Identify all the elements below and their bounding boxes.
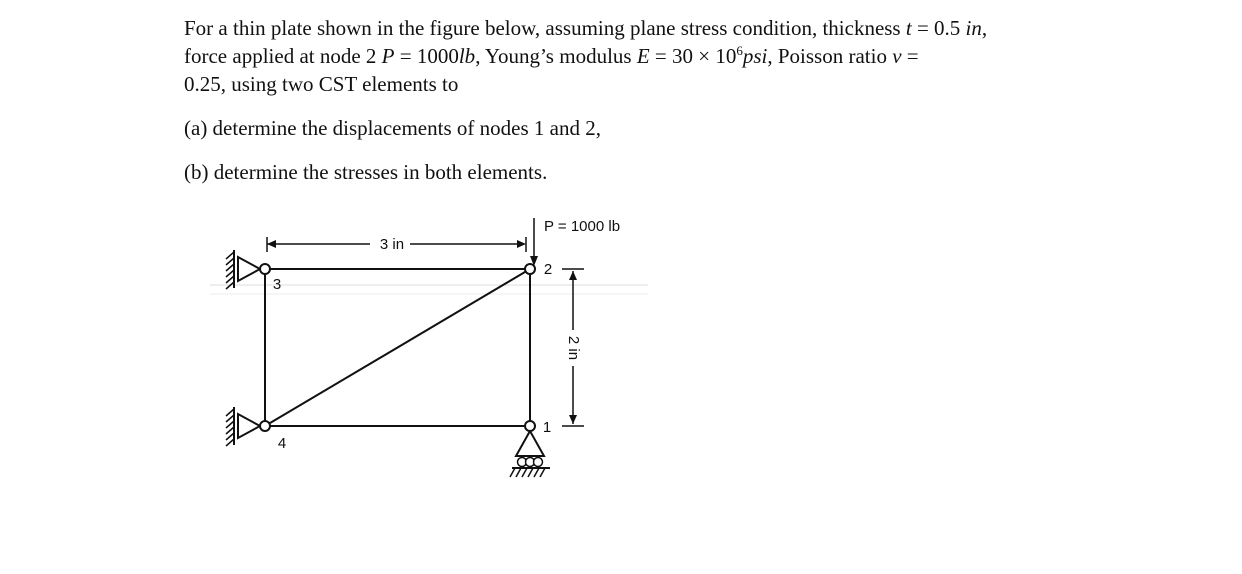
thickness-symbol: t	[905, 16, 912, 40]
arrowhead-icon	[569, 415, 577, 424]
diagonal-edge	[265, 269, 530, 426]
height-label: 2 in	[565, 335, 583, 361]
modulus-unit: psi	[742, 44, 768, 68]
node-2-marker	[525, 264, 535, 274]
pin-triangle-icon	[238, 257, 260, 281]
plate-mesh	[265, 269, 530, 426]
node-3-label: 3	[272, 276, 282, 293]
poisson-symbol: ν	[892, 44, 902, 68]
problem-statement	[184, 14, 1064, 186]
force-unit: lb	[458, 44, 476, 68]
arrowhead-icon	[517, 240, 526, 248]
arrowhead-icon	[267, 240, 276, 248]
ground-hatch-icon	[226, 409, 234, 446]
poisson-value: 0.25	[184, 72, 221, 96]
roller-wheel-icon	[534, 458, 543, 467]
ground-hatch-icon	[226, 252, 234, 289]
text-poisson: , Poisson ratio	[767, 44, 893, 68]
node-4-marker	[260, 421, 270, 431]
pin-support-node-3	[226, 250, 260, 289]
roller-support-node-1	[510, 431, 550, 477]
modulus-exponent: 6	[736, 43, 743, 58]
thickness-value: 0.5	[934, 16, 966, 40]
equals-sign: =	[911, 16, 935, 40]
part-b: (b) determine the stresses in both elements.	[184, 160, 548, 184]
equals-sign: =	[394, 44, 417, 68]
pin-support-node-4	[226, 407, 260, 446]
text-using-cst: , using two CST elements to	[220, 72, 459, 96]
node-3-marker	[260, 264, 270, 274]
force-value: 1000	[416, 44, 459, 68]
arrowhead-icon	[569, 271, 577, 280]
node-4-label: 4	[277, 435, 287, 452]
part-a: (a) determine the displacements of nodes 1 and 2,	[184, 116, 601, 140]
equals-sign: =	[901, 44, 919, 68]
text-force: force applied at node 2	[184, 44, 382, 68]
problem-paragraph	[184, 14, 1064, 98]
roller-triangle-icon	[516, 431, 544, 456]
text-intro: For a thin plate shown in the figure below, assuming plane stress condition, thickness	[184, 16, 906, 40]
comma: ,	[981, 16, 988, 40]
node-1-marker	[525, 421, 535, 431]
node-1-label: 1	[542, 419, 552, 436]
width-label: 3 in	[379, 236, 405, 253]
text-youngs: , Young’s modulus	[475, 44, 637, 68]
node-2-label: 2	[543, 261, 553, 278]
ground-hatch-icon	[510, 468, 545, 477]
load-label: P = 1000 lb	[544, 218, 621, 235]
equals-sign: =	[649, 44, 672, 68]
thickness-unit: in	[965, 16, 982, 40]
modulus-symbol: E	[636, 44, 650, 68]
modulus-value: 30 × 10	[672, 44, 737, 68]
pin-triangle-icon	[238, 414, 260, 438]
plate-figure	[180, 200, 660, 500]
force-symbol: P	[381, 44, 395, 68]
